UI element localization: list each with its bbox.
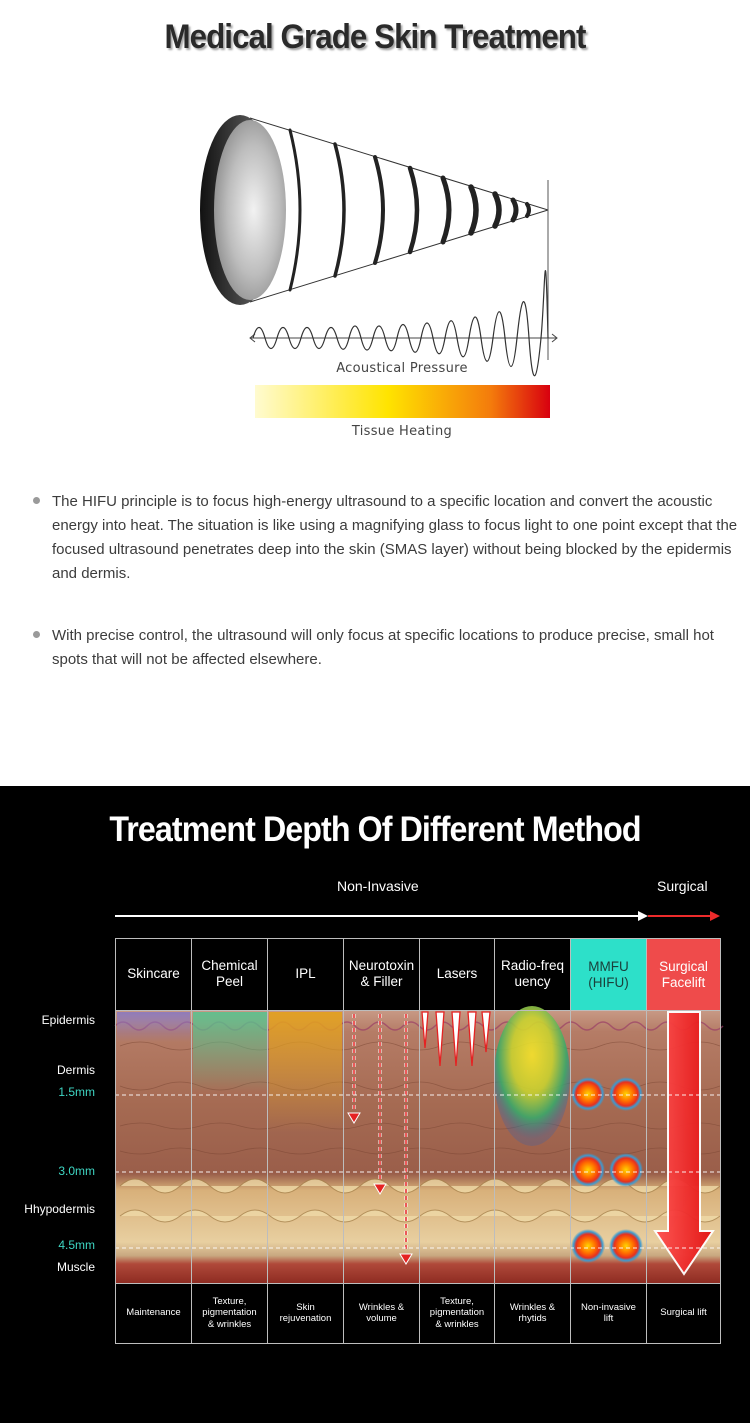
bullet-text: The HIFU principle is to focus high-energy ultrasound to a specific location and convert the acoustic energy into heat. The situation is like using a magnifying glass to focus light to one point except that the focused ultrasound penetrates deep into the skin (SMAS layer) without being blocked by the epidermis and dermis.: [52, 493, 738, 582]
method-header-neurotoxin-filler: Neurotoxin & Filler: [348, 958, 415, 989]
method-footer-lasers: Texture, pigmentation & wrinkles: [429, 1295, 485, 1330]
bullet-dot-icon: [33, 631, 40, 638]
section-title: Treatment Depth Of Different Method: [109, 810, 641, 849]
layer-label-hypodermis: Hhypodermis: [24, 1202, 95, 1216]
treatment-depth-section: [0, 786, 750, 1423]
method-footer-skincare: Maintenance: [126, 1307, 181, 1319]
surgical-label: Surgical: [657, 878, 708, 894]
method-header-ipl: IPL: [295, 966, 316, 981]
non-invasive-label: Non-Invasive: [337, 878, 419, 894]
method-header-skincare: Skincare: [127, 966, 180, 981]
principle-bullets: [30, 490, 745, 672]
layer-label-dermis: Dermis: [57, 1063, 95, 1077]
depth-label-3-0mm: 3.0mm: [58, 1164, 95, 1178]
ultrasound-focus-diagram: [195, 110, 565, 450]
acoustical-pressure-label: Acoustical Pressure: [336, 361, 468, 376]
bullet-item: [30, 624, 745, 672]
depth-label-1-5mm: 1.5mm: [58, 1085, 95, 1099]
method-header-chemical-peel: Chemical Peel: [201, 958, 258, 989]
bullet-item: [30, 490, 745, 586]
bullet-text: With precise control, the ultrasound will only focus at specific locations to produce precise, small hot spots that will not be affected elsewhere.: [52, 627, 714, 668]
method-header-mmfu: MMFU (HIFU): [571, 939, 646, 1010]
method-footer-surgical-facelift: Surgical lift: [660, 1307, 707, 1319]
method-footer-mmfu: Non-invasive lift: [581, 1301, 636, 1324]
method-footer-chemical-peel: Texture, pigmentation & wrinkles: [202, 1295, 257, 1330]
layer-label-epidermis: Epidermis: [41, 1013, 95, 1027]
depth-label-4-5mm: 4.5mm: [58, 1238, 95, 1252]
method-header-lasers: Lasers: [436, 966, 478, 981]
method-header-surgical-facelift: Surgical Facelift: [647, 939, 720, 1010]
layer-label-muscle: Muscle: [56, 1260, 95, 1274]
tissue-heating-label: Tissue Heating: [351, 424, 453, 439]
method-footer-neurotoxin-filler: Wrinkles & volume: [358, 1301, 405, 1324]
page-title: Medical Grade Skin Treatment: [164, 18, 586, 56]
method-footer-radio-frequency: Wrinkles & rhytids: [509, 1301, 556, 1324]
method-header-radio-frequency: Radio-frequency: [500, 958, 565, 989]
method-footer-ipl: Skin rejuvenation: [279, 1301, 332, 1324]
bullet-dot-icon: [33, 497, 40, 504]
